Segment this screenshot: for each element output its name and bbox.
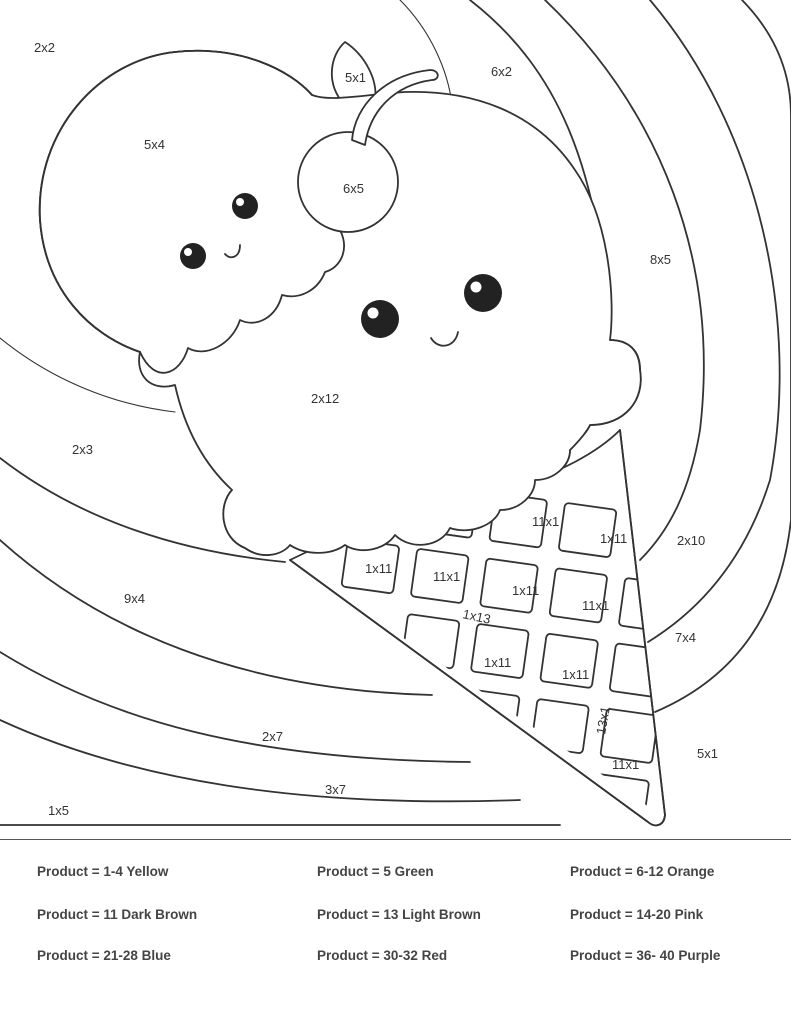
region-label: 2x10: [677, 533, 706, 548]
rainbow-arc: [0, 652, 470, 762]
legend-item-purple: Product = 36- 40 Purple: [570, 948, 721, 963]
waffle-label: 11x1: [433, 569, 461, 584]
waffle-label: 1x11: [512, 583, 540, 598]
region-label: 3x7: [325, 782, 346, 797]
waffle-label: 1x11: [484, 655, 512, 670]
eye: [232, 193, 258, 219]
legend-item-yellow: Product = 1-4 Yellow: [37, 864, 169, 879]
legend-item-red: Product = 30-32 Red: [317, 948, 448, 963]
waffle-label: 11x1: [612, 757, 640, 772]
divider: [0, 839, 791, 840]
waffle-label: 11x1: [532, 514, 560, 529]
region-label: 2x7: [262, 729, 283, 744]
waffle-label: 11x1: [582, 598, 610, 613]
region-label: 6x2: [491, 64, 512, 79]
waffle-label: 1x11: [600, 531, 628, 546]
region-label: 7x4: [675, 630, 696, 645]
legend-item-pink: Product = 14-20 Pink: [570, 907, 704, 922]
region-label: 5x1: [697, 746, 718, 761]
eye: [464, 274, 502, 312]
waffle-label: 1x11: [562, 667, 590, 682]
eye-shine: [236, 198, 244, 206]
legend-item-green: Product = 5 Green: [317, 864, 434, 879]
region-label: 2x2: [34, 40, 55, 55]
eye: [180, 243, 206, 269]
eye-shine: [368, 308, 379, 319]
region-label: 1x5: [48, 803, 69, 818]
waffle-grid-label: 1x13: [461, 606, 493, 627]
region-label: 5x4: [144, 137, 165, 152]
eye-shine: [184, 248, 192, 256]
legend-item-dark-brown: Product = 11 Dark Brown: [37, 907, 198, 922]
waffle-label: 1x11: [365, 561, 393, 576]
rainbow-arc: [655, 0, 791, 712]
rainbow-arc: [648, 0, 780, 642]
region-label: 2x12: [311, 391, 340, 406]
legend-item-light-brown: Product = 13 Light Brown: [317, 907, 481, 922]
legend-item-orange: Product = 6-12 Orange: [570, 864, 715, 879]
region-label: 2x3: [72, 442, 93, 457]
eye: [361, 300, 399, 338]
rainbow-arc: [400, 0, 452, 105]
region-label: 9x4: [124, 591, 145, 606]
waffle-square: [522, 764, 580, 819]
legend-item-blue: Product = 21-28 Blue: [37, 948, 171, 963]
region-label: 8x5: [650, 252, 671, 267]
eye-shine: [471, 282, 482, 293]
waffle-grid-label: 13x1: [593, 705, 613, 736]
region-label: 6x5: [343, 181, 364, 196]
region-label: 5x1: [345, 70, 366, 85]
